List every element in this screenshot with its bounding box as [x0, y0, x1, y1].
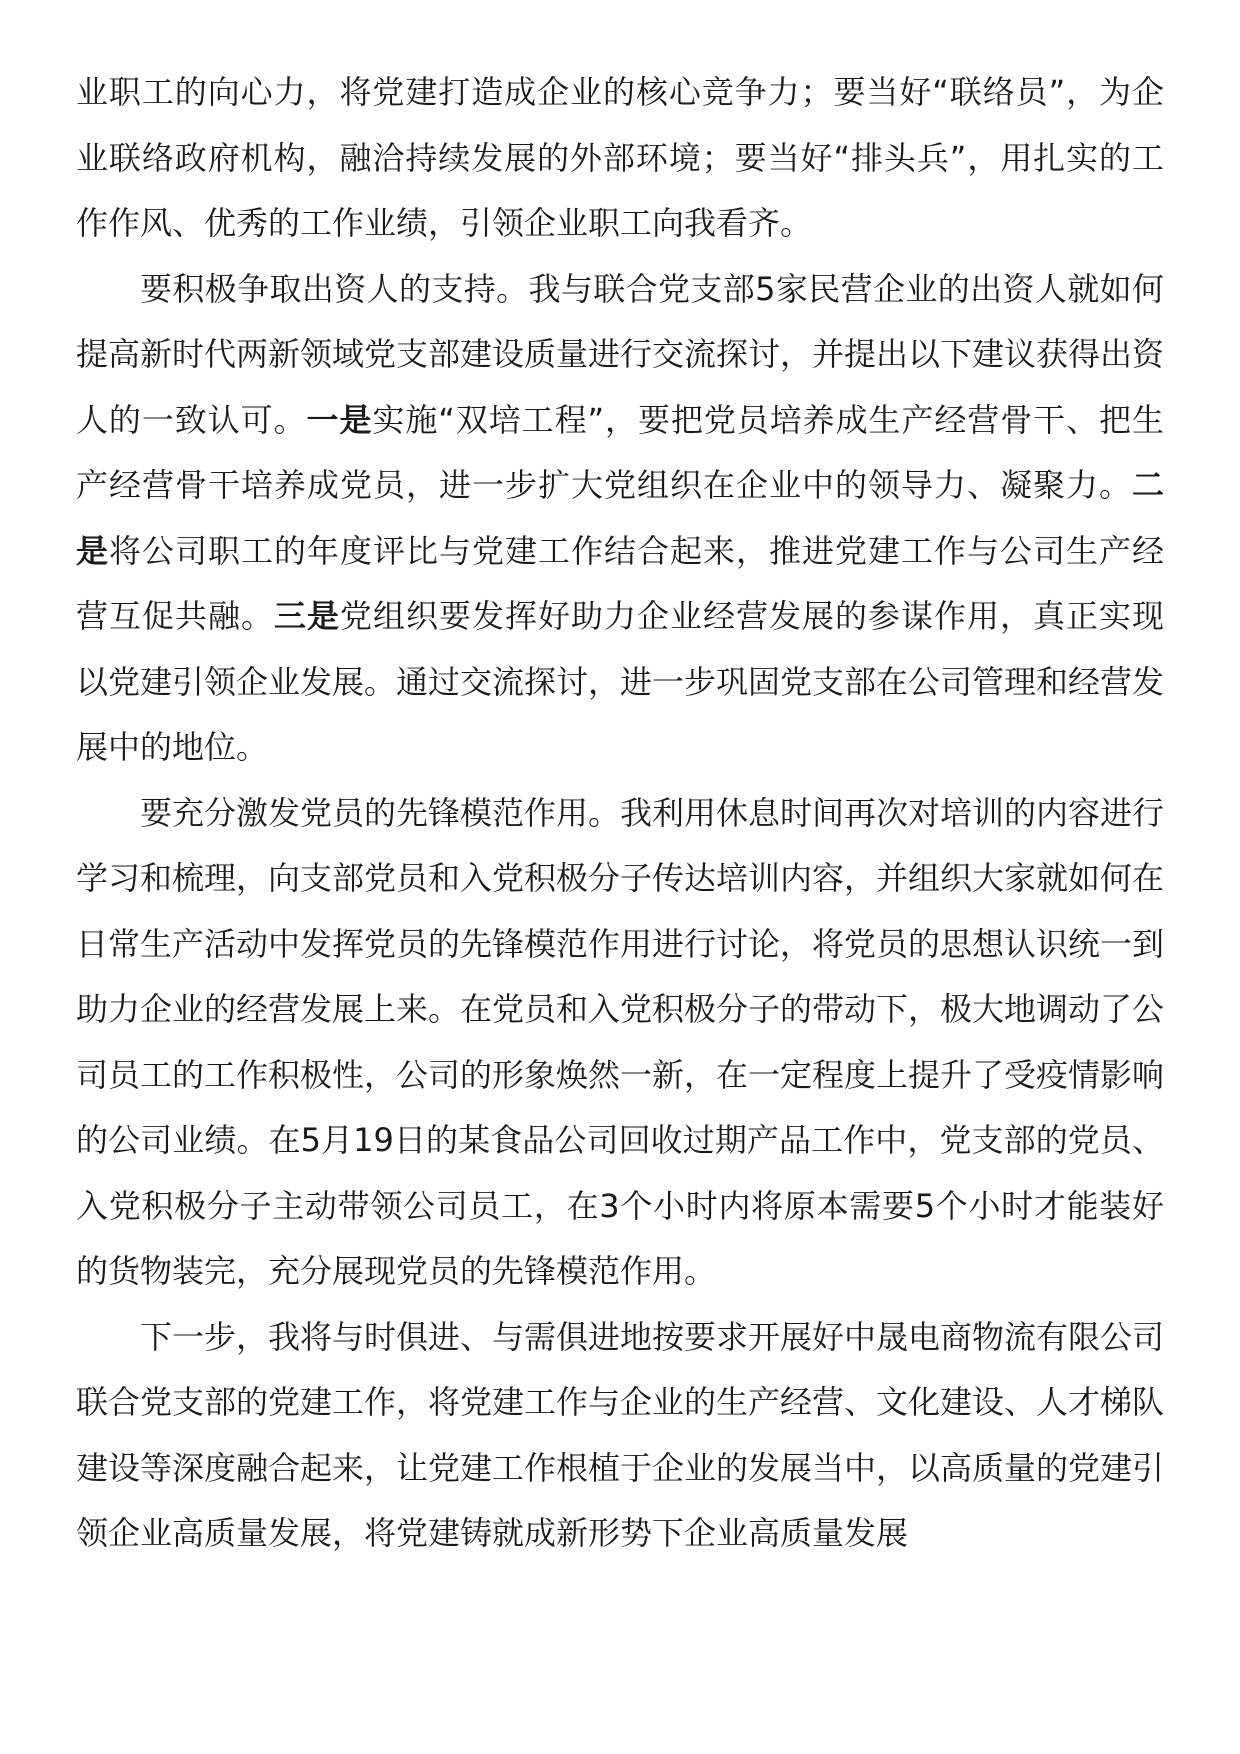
point-three-text: 党组织要发挥好助力企业经营发展的参谋作用，真正实现以党建引领企业发展。通过交流探讨，进一步巩固党支部在公司管理和经营发展中的地位。: [76, 597, 1165, 766]
point-two-text: 将公司职工的年度评比与党建工作结合起来，推进党建工作与公司生产经营互促共融。: [76, 531, 1164, 635]
point-three-label: 三是: [274, 597, 340, 635]
point-one-label: 一是: [306, 400, 373, 439]
paragraph-vanguard-role: 要充分激发党员的先锋模范作用。我利用休息时间再次对培训的内容进行学习和梳理，向支部党员和入党积极分子传达培训内容，并组织大家就如何在日常生产活动中发挥党员的先锋模范作用进行讨论，将党员的思想认识统一到助力企业的经营发展上来。在党员和入党积极分子的带动下，极大地调动了公司员工的工作积极性，公司的形象焕然一新，在一定程度上提升了受疫情影响的公司业绩。在5月19日的某食品公司回收过期产品工作中，党支部的党员、入党积极分子主动带领公司员工，在3个小时内将原本需要5个小时才能装好的货物装完，充分展现党员的先锋模范作用。: [76, 793, 1165, 1290]
point-one-text: 实施“双培工程”，要把党员培养成生产经营骨干、把生产经营骨干培养成党员，进一步扩大党组织在企业中的领导力、凝聚力。: [76, 400, 1164, 504]
document-page: [76, 60, 1164, 1567]
paragraph-intro-text: 要积极争取出资人的支持。我与联合党支部5家民营企业的出资人就如何提高新时代两新领域党支部建设质量进行交流探讨，并提出以下建议获得出资人的一致认可。: [76, 269, 1165, 439]
point-two-label: 二是: [76, 466, 1164, 570]
paragraph-investor-support: [76, 257, 1164, 781]
paragraph-next-steps: 下一步，我将与时俱进、与需俱进地按要求开展好中晟电商物流有限公司联合党支部的党建工作，将党建工作与企业的生产经营、文化建设、人才梯队建设等深度融合起来，让党建工作根植于企业的发展当中，以高质量的党建引领企业高质量发展，将党建铸就成新形势下企业高质量发展: [76, 1317, 1165, 1552]
paragraph-continuation: 业职工的向心力，将党建打造成企业的核心竞争力；要当好“联络员”，为企业联络政府机构，融洽持续发展的外部环境；要当好“排头兵”，用扎实的工作作风、优秀的工作业绩，引领企业职工向我看齐。: [76, 73, 1164, 242]
